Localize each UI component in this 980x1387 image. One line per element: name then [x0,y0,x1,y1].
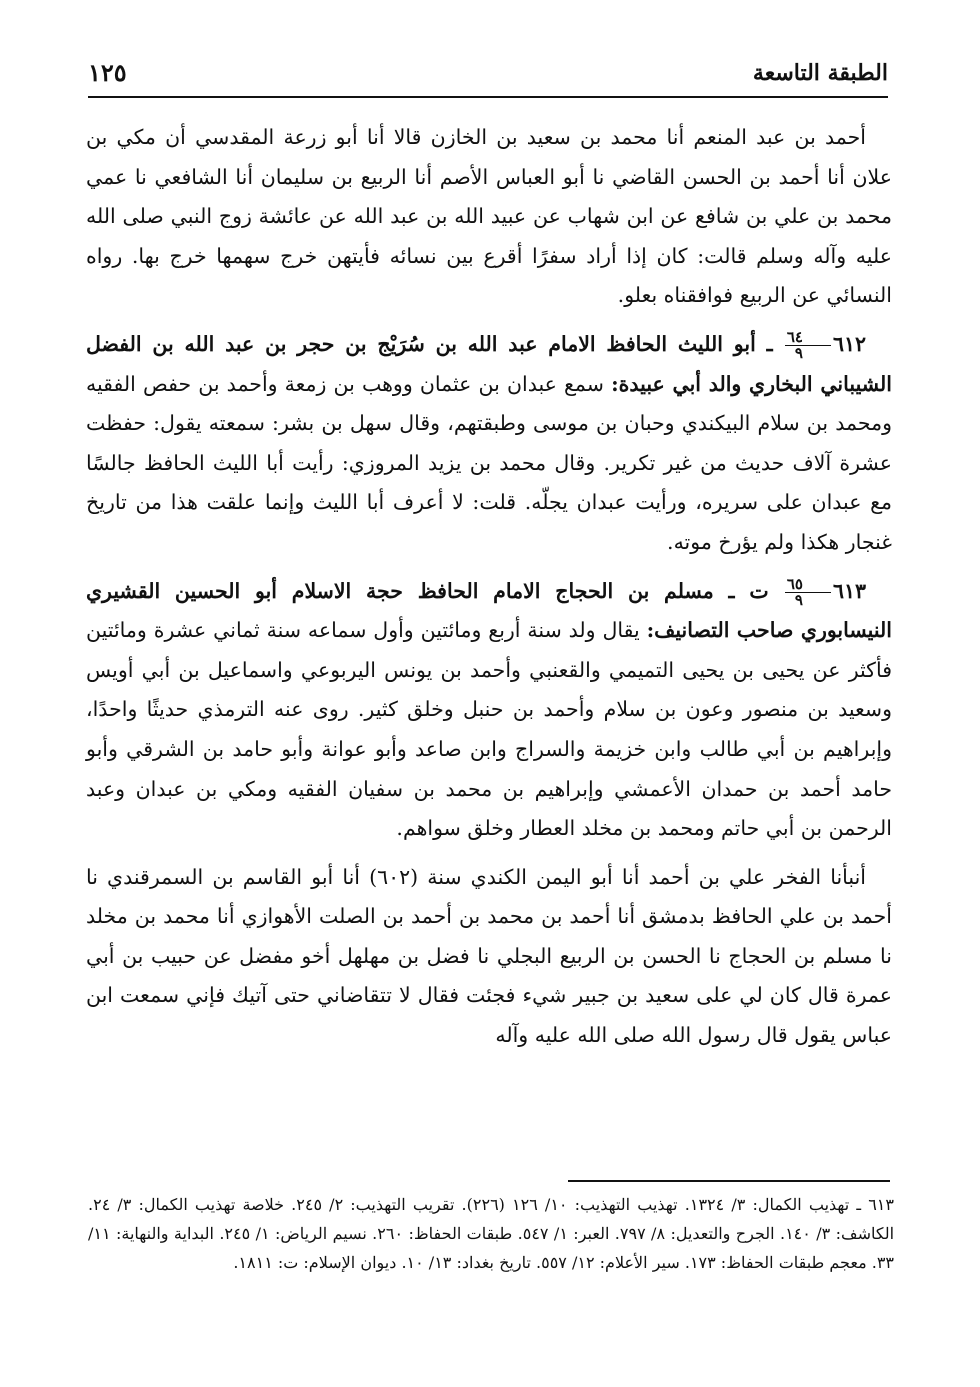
main-text [86,118,892,1056]
entry-612 [86,325,892,563]
entry-613-number: ٦١٣ [832,578,866,603]
entry-612-number: ٦١٢ [832,331,866,356]
entry-613-fraction [785,574,831,609]
paragraph-hadith-chain: أحمد بن عبد المنعم أنا محمد بن سعيد بن الخازن قالا أنا أبو زرعة المقدسي أن مكي بن علان أنا أحمد بن الحسن القاضي نا أبو العباس الأصم أنا الربيع بن سليمان أنا الشافعي نا عمي محمد بن علي بن شافع عن ابن شهاب عن عبيد الله بن عبد الله عن عائشة زوج النبي صلى الله عليه وآله وسلم قالت: كان إذا أراد سفرًا أقرع بين نسائه فأيتهن خرج سهمها خرج بها. رواه النسائي عن الربيع فوافقناه بعلو. [86,125,892,308]
entry-613-fraction-denominator: ٩ [794,590,803,609]
footnote-613 [88,1190,894,1277]
page-number: ١٢٥ [88,58,127,87]
footnotes [88,1190,894,1277]
entry-612-fraction-denominator: ٩ [794,343,803,362]
header-divider [88,96,888,98]
footnote-divider [568,1180,890,1182]
entry-613-fraction-numerator: ٦٥ [785,577,831,593]
running-header [88,58,888,92]
footnote-label: ٦١٣ ـ [856,1195,894,1214]
paragraph-isnad: أنبأنا الفخر علي بن أحمد أنا أبو اليمن الكندي سنة (٦٠٢) أنا أبو القاسم بن السمرقندي نا أحمد بن علي الحافظ بدمشق أنا أحمد بن محمد بن أحمد بن الصلت الأهوازي أنا محمد بن مخلد نا مسلم بن الحجاج نا الحسن بن الربيع البجلي نا فضل بن مهلهل أخو مفضل عن حبيب بن أبي عمرة قال كان لي على سعيد بن جبير شيء فجئت فقال لا تتقاضاني حتى آتيك فإني سمعت ابن عباس يقول قال رسول الله صلى الله عليه وآله [86,864,892,1048]
footnote-text: تهذيب الكمال: ٣/ ١٣٢٤. تهذيب التهذيب: ١٠/ ١٢٦ (٢٢٦). تقريب التهذيب: ٢/ ٢٤٥. خلاصة تهذيب الكمال: ٣/ ٢٤. الكاشف: ٣/ ١٤٠. الجرح والتعديل: ٨/ ٧٩٧. العبر: ١/ ٥٤٧. طبقات الحفاظ: ٢٦٠. نسيم الرياض: ١/ ٢٤٥. البداية والنهاية: ١١/ ٣٣. معجم طبقات الحفاظ: ١٧٣. سير الأعلام: ١٢/ ٥٥٧. تاريخ بغداد: ١٣/ ١٠. ديوان الإسلام: ت: ١٨١١. [88,1195,895,1272]
entry-613-text: يقال ولد سنة أربع ومائتين وأول سماعه سنة ثماني عشرة ومائتين فأكثر عن يحيى بن يحيى التميمي والقعنبي وأحمد بن يونس اليربوعي واسماعيل بن أبي أويس وسعيد بن منصور وعون بن سلام وأحمد بن حنبل وخلق كثير. روى عنه الترمذي حديثًا واحدًا، وإبراهيم بن أبي طالب وابن خزيمة والسراج وابن صاعد وأبو عوانة وأبو حامد بن الشرقي وأبو حامد أحمد بن حمدان الأعمشي وإبراهيم بن محمد بن سفيان الفقيه ومكي بن عبدان وعبد الرحمن بن أبي حاتم ومحمد بن مخلد العطار وخلق سواهم. [86,618,892,841]
entry-612-fraction-numerator: ٦٤ [785,330,831,346]
entry-612-fraction [785,327,831,362]
entry-613 [86,572,892,849]
chapter-title: الطبقة التاسعة [752,60,888,86]
entry-613-heading: ت ـ مسلم بن الحجاج الامام الحافظ حجة الاسلام أبو الحسين القشيري النيسابوري صاحب التصانيف: [86,578,892,643]
entry-612-text: سمع عبدان بن عثمان ووهب بن زمعة وأحمد بن حفص الفقيه ومحمد بن سلام البيكندي وحبان بن موسى وطبقتهم، وقال سهل بن بشر: سمعته يقول: حفظت عشرة آلاف حديث من غير تكرير. وقال محمد بن يزيد المروزي: رأيت أبا الليث الحافظ جالسًا مع عبدان على سريره، ورأيت عبدان يجلّه. قلت: لا أعرف أبا الليث وإنما علقت هذا من تاريخ غنجار هكذا ولم يؤرخ موته. [86,371,892,554]
entry-612-heading: ـ أبو الليث الحافظ الامام عبد الله بن سُرَيْج بن حجر بن عبد الله بن الفضل الشيباني البخاري والد أبي عبيدة: [86,331,892,396]
